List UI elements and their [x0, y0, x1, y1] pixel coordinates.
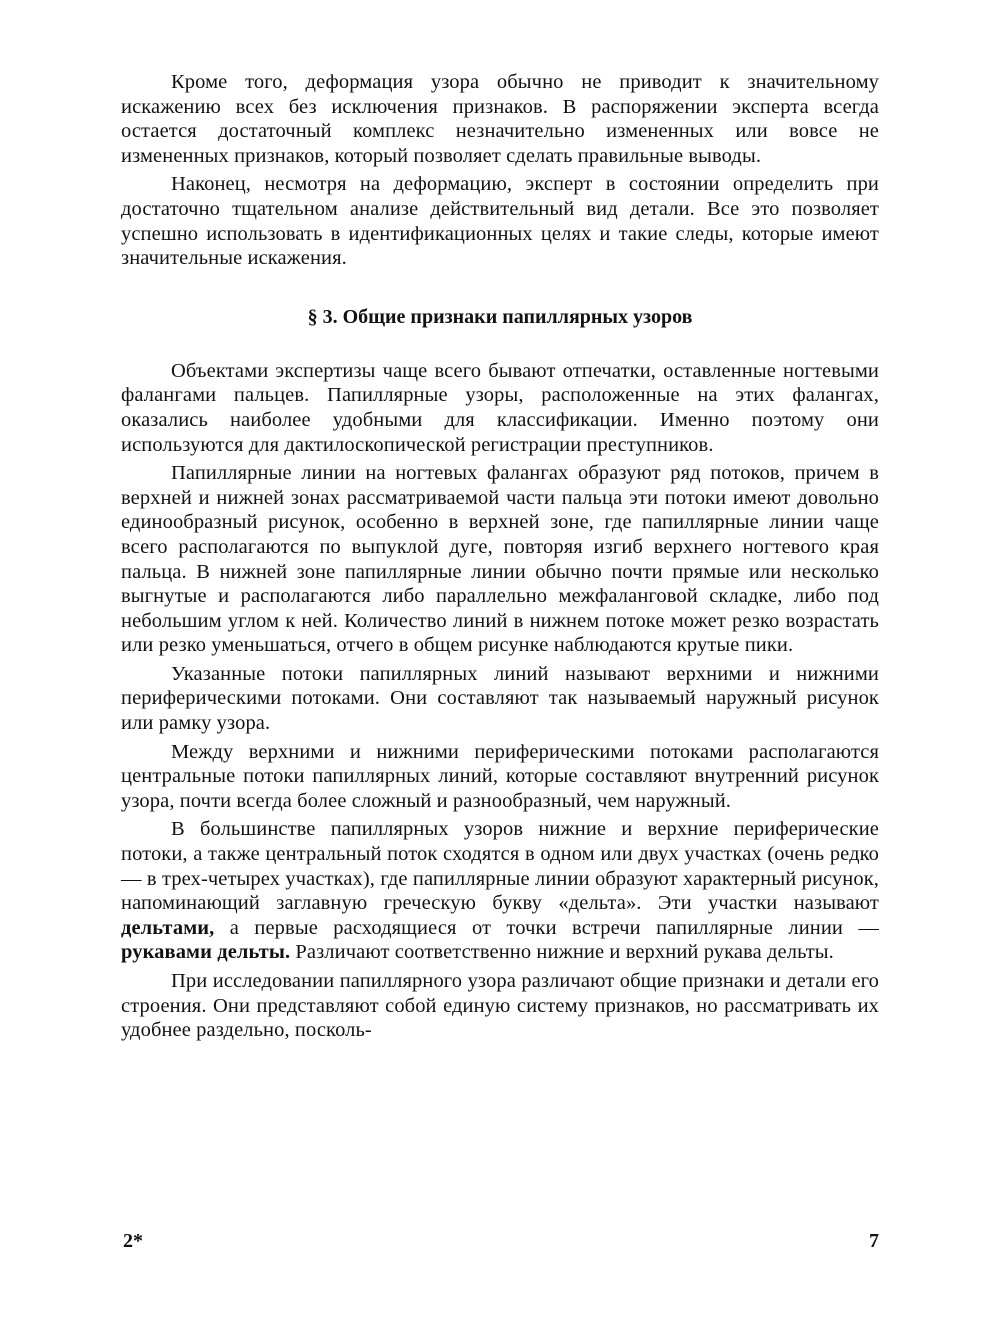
delta-text-2: а первые расходящиеся от точки встречи папиллярные линии — — [214, 916, 879, 939]
page-number: 7 — [869, 1230, 879, 1252]
paragraph-central-flows: Между верхними и нижними периферическими потоками располагаются центральные потоки папиллярных линий, которые составляют внутренний рисунок узора, почти всегда более сложный и разнообразный, чем наружный. — [121, 740, 879, 812]
section-heading: § 3. Общие признаки папиллярных узоров — [307, 305, 693, 328]
signature-mark: 2* — [123, 1230, 143, 1252]
paragraph-conclusion: Наконец, несмотря на деформацию, эксперт в состоянии определить при достаточно тщательном анализе действительный вид детали. Все это позволяет успешно использовать в идентификационных целях и такие следы, которые имеют значительные искажения. — [121, 173, 879, 270]
paragraph-deltas — [121, 817, 879, 965]
paragraph-deformation: Кроме того, деформация узора обычно не приводит к значительному искажению всех без исключения признаков. В распоряжении эксперта всегда остается достаточный комплекс незначительно измененных или вовсе не измененных признаков, который позволяет сделать правильные выводы. — [121, 71, 879, 167]
book-page — [121, 70, 879, 1300]
delta-text-3: Различают соответственно нижние и верхний рукава дельты. — [290, 941, 834, 964]
paragraph-general-features: При исследовании папиллярного узора различают общие признаки и детали его строения. Они представляют собой единую систему признаков, но рассматривать их удобнее раздельно, посколь- — [121, 970, 879, 1042]
paragraph-objects: Объектами экспертизы чаще всего бывают отпечатки, оставленные ногтевыми фалангами пальцев. Папиллярные узоры, расположенные на этих фалангах, оказались наиболее удобными для классификации. Именно поэтому они используются для дактилоскопической регистрации преступников. — [121, 359, 879, 456]
paragraph-papillary-lines: Папиллярные линии на ногтевых фалангах образуют ряд потоков, причем в верхней и нижней зонах рассматриваемой части пальца эти потоки имеют довольно единообразный рисунок, особенно в верхней зоне, где папиллярные линии чаще всего располагаются по выпуклой дуге, повторяя изгиб верхнего ногтевого края пальца. В нижней зоне папиллярные линии обычно почти прямые или несколько выгнутые и располагаются либо параллельно межфаланговой складке, либо под небольшим углом к ней. Количество линий в нижнем потоке может резко возрастать или резко уменьшаться, отчего в общем рисунке наблюдаются крутые пики. — [121, 462, 879, 657]
term-delta-sleeves: рукавами дельты. — [121, 941, 291, 964]
term-deltas: дельтами, — [121, 916, 215, 939]
page-footer — [121, 1230, 879, 1256]
delta-text-1: В большинстве папиллярных узоров нижние и верхние периферические потоки, а также центральный поток сходятся в одном или двух участках (очень редко — в трех-четырех участках), где папиллярные линии образуют характерный рисунок, напоминающий заглавную греческую букву «дельта». Эти участки называют — [121, 818, 879, 915]
paragraph-peripheral-flows: Указанные потоки папиллярных линий называют верхними и нижними периферическими потоками. Они составляют так называемый наружный рисунок или рамку узора. — [121, 662, 879, 735]
